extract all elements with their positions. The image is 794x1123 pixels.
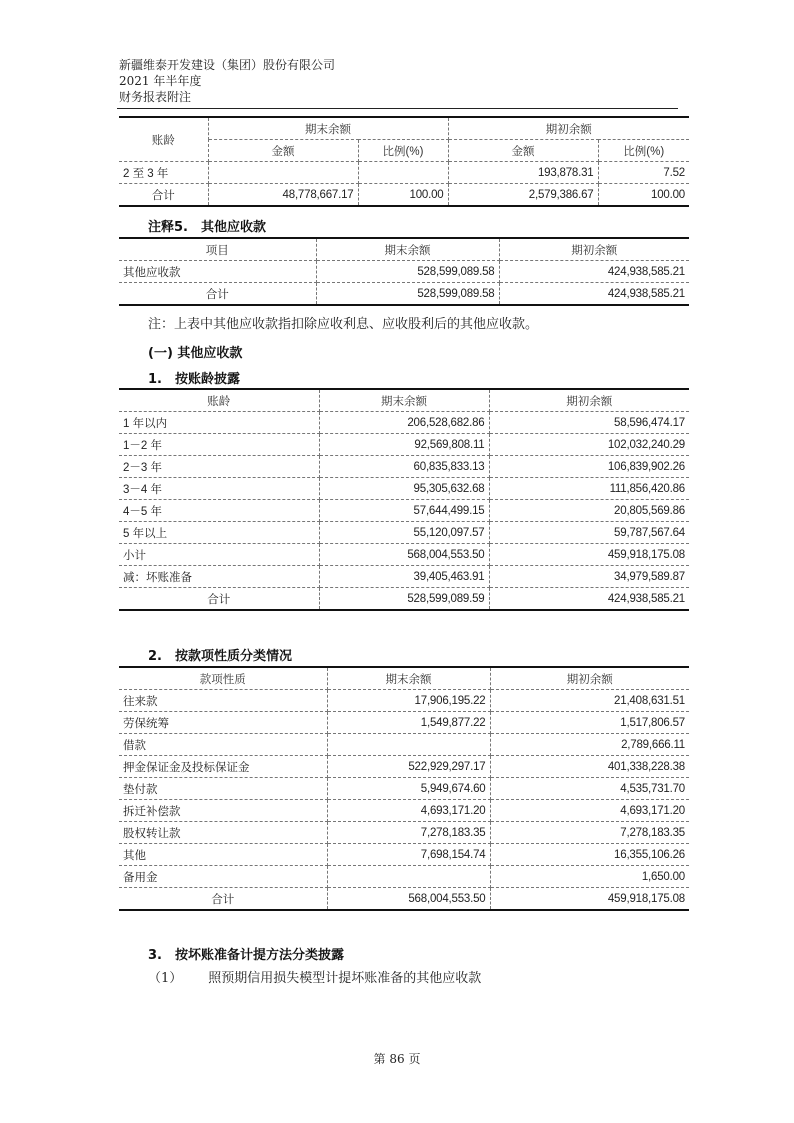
document-type: 财务报表附注 xyxy=(119,90,192,104)
end-amount: 60,835,833.13 xyxy=(319,456,489,478)
nature-title: 2. 按款项性质分类情况 xyxy=(148,649,292,664)
end-amount: 17,906,195.22 xyxy=(327,690,490,712)
begin-amount: 4,693,171.20 xyxy=(490,800,689,822)
begin-amount: 459,918,175.08 xyxy=(607,892,685,905)
row-label: 往来款 xyxy=(119,690,327,712)
end-amount: 39,405,463.91 xyxy=(319,566,489,588)
table-row xyxy=(119,734,689,756)
col-aging: 账龄 xyxy=(119,389,319,412)
note5-remark: 注：上表中其他应收款指扣除应收利息、应收股利后的其他应收款。 xyxy=(148,317,539,332)
begin-amount: 20,805,569.86 xyxy=(489,500,689,522)
table-row xyxy=(119,500,689,522)
end-amount: 568,004,553.50 xyxy=(319,544,489,566)
row-label: 备用金 xyxy=(119,866,327,888)
begin-amount: 59,787,567.64 xyxy=(489,522,689,544)
row-label: 减：坏账准备 xyxy=(119,566,319,588)
row-label: 拆迁补偿款 xyxy=(119,800,327,822)
begin-amount: 424,938,585.21 xyxy=(607,592,685,605)
aging-table xyxy=(119,388,689,611)
table-row xyxy=(119,778,689,800)
end-amount: 528,599,089.58 xyxy=(316,261,499,283)
row-label: 1 年以内 xyxy=(119,412,319,434)
begin-amount: 4,535,731.70 xyxy=(490,778,689,800)
table-row xyxy=(119,712,689,734)
begin-amount: 459,918,175.08 xyxy=(489,544,689,566)
row-label: 2 至 3 年 xyxy=(119,162,208,184)
row-label: 其他 xyxy=(119,844,327,866)
end-amount: 528,599,089.58 xyxy=(316,283,499,306)
row-label: 劳保统筹 xyxy=(119,712,327,734)
row-label: 合计 xyxy=(119,283,316,306)
col-begin-ratio: 比例(%) xyxy=(598,140,689,162)
begin-amount: 424,938,585.21 xyxy=(607,287,685,300)
table-row xyxy=(119,412,689,434)
end-amount: 206,528,682.86 xyxy=(319,412,489,434)
begin-amount: 2,789,666.11 xyxy=(490,734,689,756)
end-ratio xyxy=(358,162,448,184)
note5-table xyxy=(119,237,689,306)
table-row-total xyxy=(119,283,689,306)
section3-title: 3. 按坏账准备计提方法分类披露 xyxy=(148,948,344,963)
begin-amount: 102,032,240.29 xyxy=(489,434,689,456)
begin-ratio: 100.00 xyxy=(651,188,685,201)
end-amount xyxy=(208,162,358,184)
row-label: 垫付款 xyxy=(119,778,327,800)
col-end-amount: 金额 xyxy=(208,140,358,162)
end-amount: 48,778,667.17 xyxy=(208,184,358,207)
end-amount: 92,569,808.11 xyxy=(319,434,489,456)
begin-amount: 1,650.00 xyxy=(490,866,689,888)
row-label: 合计 xyxy=(119,888,327,911)
col-end-balance: 期末余额 xyxy=(316,238,499,261)
table-row xyxy=(119,478,689,500)
begin-amount: 1,517,806.57 xyxy=(490,712,689,734)
row-label: 合计 xyxy=(119,588,319,611)
col-begin-balance: 期初余额 xyxy=(490,667,689,690)
begin-amount: 2,579,386.67 xyxy=(448,184,598,207)
table-row xyxy=(119,800,689,822)
row-label: 2－3 年 xyxy=(119,456,319,478)
end-amount: 1,549,877.22 xyxy=(327,712,490,734)
table-row-total xyxy=(119,184,689,207)
end-amount: 522,929,297.17 xyxy=(327,756,490,778)
end-amount: 57,644,499.15 xyxy=(319,500,489,522)
end-amount: 5,949,674.60 xyxy=(327,778,490,800)
col-end-balance: 期末余额 xyxy=(327,667,490,690)
row-label: 3－4 年 xyxy=(119,478,319,500)
row-label: 1－2 年 xyxy=(119,434,319,456)
end-ratio: 100.00 xyxy=(358,184,448,207)
end-amount: 7,698,154.74 xyxy=(327,844,490,866)
col-begin-balance: 期初余额 xyxy=(448,117,689,140)
item-number: （1） xyxy=(148,971,183,986)
table-row xyxy=(119,756,689,778)
end-amount xyxy=(327,734,490,756)
begin-amount: 16,355,106.26 xyxy=(490,844,689,866)
end-amount: 4,693,171.20 xyxy=(327,800,490,822)
row-label: 押金保证金及投标保证金 xyxy=(119,756,327,778)
table-row xyxy=(119,690,689,712)
begin-ratio: 7.52 xyxy=(598,162,689,184)
row-label: 小计 xyxy=(119,544,319,566)
end-amount: 95,305,632.68 xyxy=(319,478,489,500)
section3-item xyxy=(148,967,481,986)
end-amount: 7,278,183.35 xyxy=(327,822,490,844)
company-name: 新疆维泰开发建设（集团）股份有限公司 xyxy=(119,58,336,72)
table-row xyxy=(119,456,689,478)
aging-title: 1. 按账龄披露 xyxy=(148,372,240,387)
begin-amount: 111,856,420.86 xyxy=(489,478,689,500)
col-nature: 款项性质 xyxy=(119,667,327,690)
begin-amount: 424,938,585.21 xyxy=(499,261,689,283)
col-aging: 账龄 xyxy=(119,117,208,162)
row-label: 4－5 年 xyxy=(119,500,319,522)
table-row xyxy=(119,261,689,283)
end-amount: 55,120,097.57 xyxy=(319,522,489,544)
section-title: (一) 其他应收款 xyxy=(148,346,243,361)
begin-amount: 34,979,589.87 xyxy=(489,566,689,588)
begin-amount: 401,338,228.38 xyxy=(490,756,689,778)
col-begin-amount: 金额 xyxy=(448,140,598,162)
table-row-subtotal xyxy=(119,544,689,566)
note5-title: 注释5. 其他应收款 xyxy=(148,220,266,235)
row-label: 股权转让款 xyxy=(119,822,327,844)
row-label: 借款 xyxy=(119,734,327,756)
table-row xyxy=(119,866,689,888)
begin-amount: 7,278,183.35 xyxy=(490,822,689,844)
col-end-balance: 期末余额 xyxy=(208,117,448,140)
end-amount: 528,599,089.59 xyxy=(319,588,489,611)
col-begin-balance: 期初余额 xyxy=(489,389,689,412)
table-row xyxy=(119,822,689,844)
row-label: 合计 xyxy=(119,184,208,207)
begin-amount: 106,839,902.26 xyxy=(489,456,689,478)
col-end-ratio: 比例(%) xyxy=(358,140,448,162)
report-period: 2021 年半年度 xyxy=(119,74,202,88)
aging-ratio-table xyxy=(119,116,689,207)
nature-table xyxy=(119,666,689,911)
col-end-balance: 期末余额 xyxy=(319,389,489,412)
end-amount: 568,004,553.50 xyxy=(327,888,490,911)
table-row xyxy=(119,522,689,544)
row-label: 其他应收款 xyxy=(119,261,316,283)
begin-amount: 58,596,474.17 xyxy=(489,412,689,434)
document-header xyxy=(119,57,335,105)
col-item: 项目 xyxy=(119,238,316,261)
table-row-allowance xyxy=(119,566,689,588)
table-row xyxy=(119,162,689,184)
table-row xyxy=(119,844,689,866)
begin-amount: 193,878.31 xyxy=(448,162,598,184)
table-row-total xyxy=(119,888,689,911)
begin-amount: 21,408,631.51 xyxy=(490,690,689,712)
row-label: 5 年以上 xyxy=(119,522,319,544)
page-number: 第 86 页 xyxy=(373,1052,421,1066)
table-row xyxy=(119,434,689,456)
table-row-total xyxy=(119,588,689,611)
col-begin-balance: 期初余额 xyxy=(499,238,689,261)
header-divider xyxy=(117,108,678,109)
end-amount xyxy=(327,866,490,888)
item-text: 照预期信用损失模型计提坏账准备的其他应收款 xyxy=(208,971,482,986)
